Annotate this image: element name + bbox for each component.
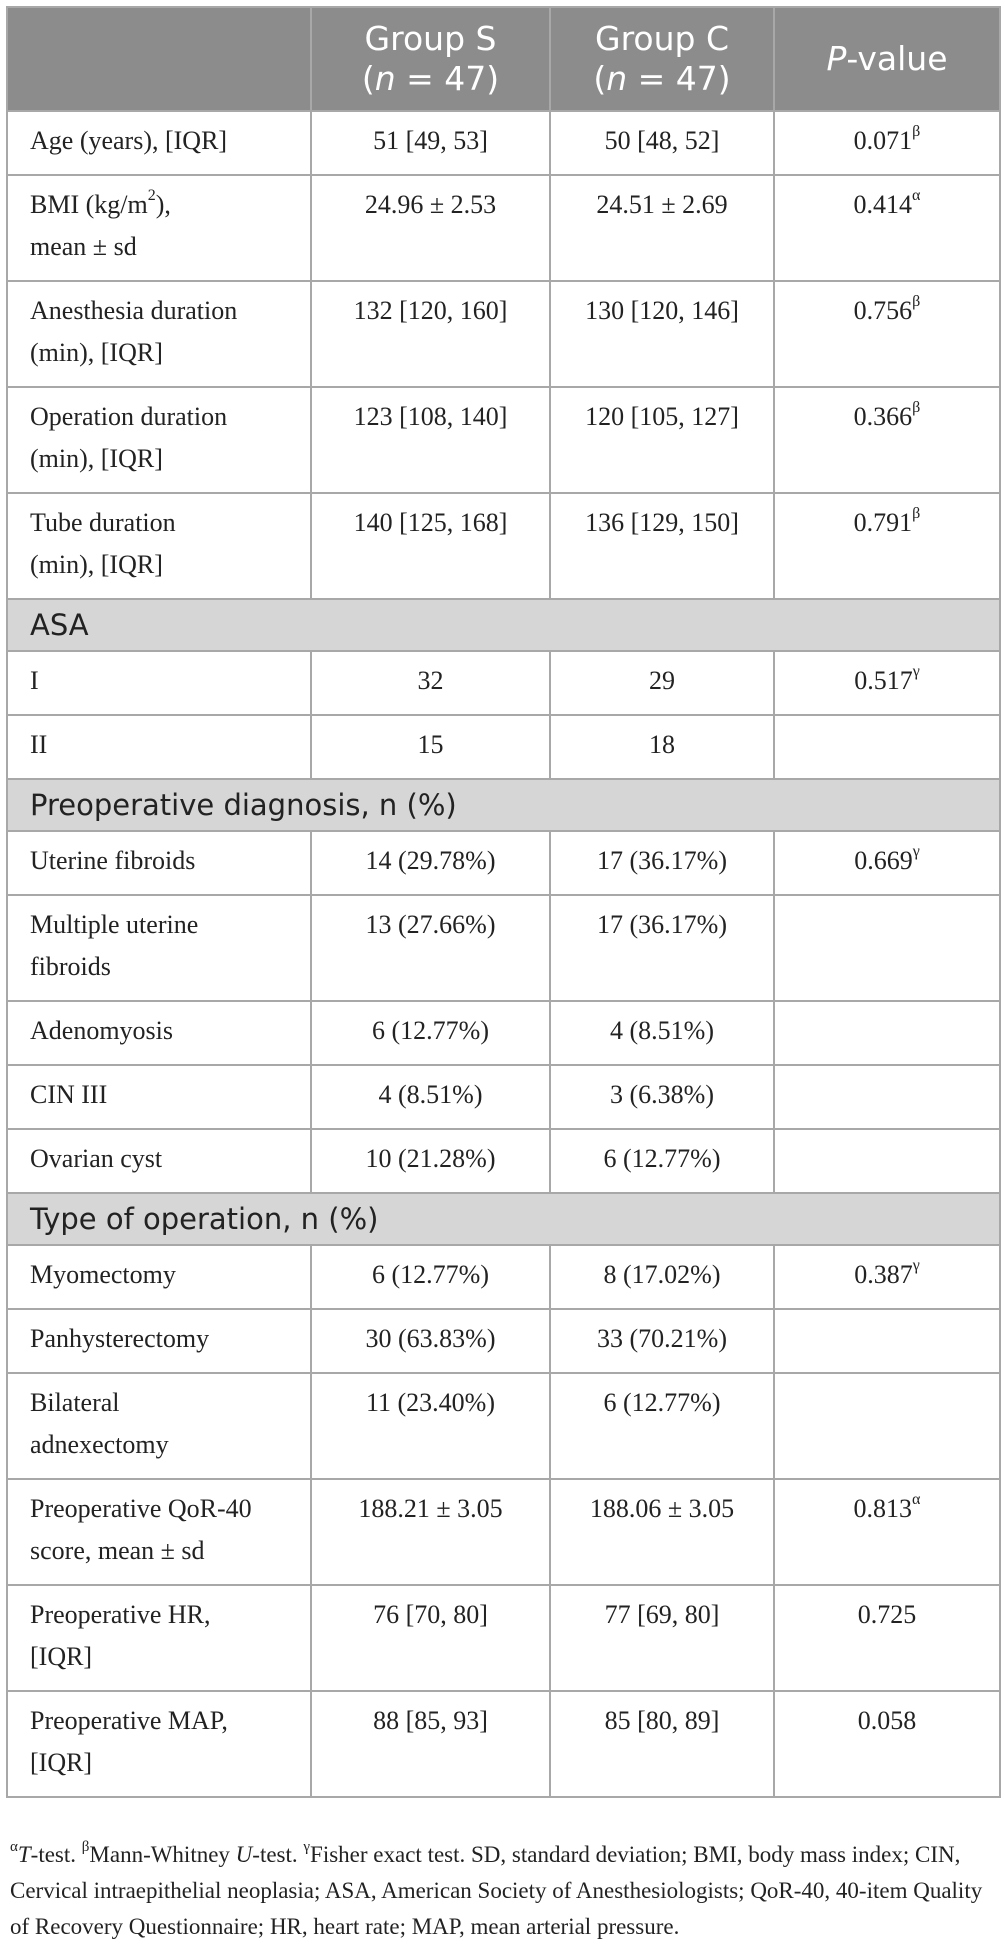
label-text-2: mean ± sd [30,232,137,261]
label-text-2: fibroids [30,952,111,981]
row-label: Adenomyosis [7,1001,311,1065]
p-value [774,387,1000,493]
p-number: 0.366 [853,402,913,431]
label-superscript: 2 [147,187,156,205]
table-row [7,895,1000,1001]
group-c-value: 6 (12.77%) [550,1373,774,1479]
label-text: Age (years), [IQR] [30,126,228,155]
label-text-2: (min), [IQR] [30,550,163,579]
test-marker: β [912,505,921,523]
section-row-asa [7,599,1000,651]
p-number: 0.387 [854,1260,913,1289]
table-row [7,281,1000,387]
footnote-abbreviations: Fisher exact test. SD, standard deviation; BMI, body mass index; CIN, Cervical intraepithelial neoplasia; ASA, American Society of Anesthesiologists; QoR-40, 40-item Quality of Recovery Questionnaire; HR, heart rate; MAP, mean arterial pressure. [10,1842,983,1939]
p-value [774,1479,1000,1585]
row-label [7,895,311,1001]
test-marker: γ [912,663,920,681]
group-s-value: 188.21 ± 3.05 [311,1479,550,1585]
label-text: Preoperative MAP, [30,1706,228,1735]
group-c-n-var: n [606,59,628,98]
group-c-value: 136 [129, 150] [550,493,774,599]
row-label: Uterine fibroids [7,831,311,895]
header-empty-cell [7,7,311,111]
row-label: Myomectomy [7,1245,311,1309]
pvalue-p: P [826,39,847,78]
table-row [7,1245,1000,1309]
group-s-value: 11 (23.40%) [311,1373,550,1479]
label-text-2: adnexectomy [30,1430,169,1459]
table-row [7,1309,1000,1373]
group-c-value: 17 (36.17%) [550,831,774,895]
p-value: 0.725 [774,1585,1000,1691]
label-text: Operation duration [30,402,228,431]
group-s-value: 30 (63.83%) [311,1309,550,1373]
header-pvalue [774,7,1000,111]
table-row [7,1691,1000,1797]
section-title: Type of operation, n (%) [7,1193,1000,1245]
row-label [7,281,311,387]
table-row [7,1129,1000,1193]
header-group-c [550,7,774,111]
p-number: 0.414 [853,190,913,219]
group-c-value: 6 (12.77%) [550,1129,774,1193]
test-marker: β [912,399,921,417]
group-s-value: 140 [125, 168] [311,493,550,599]
row-label: CIN III [7,1065,311,1129]
row-label: Ovarian cyst [7,1129,311,1193]
group-c-value: 120 [105, 127] [550,387,774,493]
group-s-value: 15 [311,715,550,779]
label-text: Tube duration [30,508,176,537]
label-text-2: (min), [IQR] [30,444,163,473]
baseline-table-container [6,6,999,1798]
group-c-value: 77 [69, 80] [550,1585,774,1691]
table-row [7,1585,1000,1691]
group-s-value: 76 [70, 80] [311,1585,550,1691]
section-title: ASA [7,599,1000,651]
p-value [774,175,1000,281]
footnote-utest: -test. [252,1842,304,1867]
section-row-operation [7,1193,1000,1245]
table-row [7,175,1000,281]
group-s-value: 51 [49, 53] [311,111,550,175]
group-s-n-var: n [374,59,396,98]
section-title: Preoperative diagnosis, n (%) [7,779,1000,831]
group-c-value: 17 (36.17%) [550,895,774,1001]
footnote-u: U [235,1842,253,1867]
label-text: Anesthesia duration [30,296,238,325]
p-number: 0.669 [854,846,913,875]
p-value [774,1309,1000,1373]
group-c-value: 50 [48, 52] [550,111,774,175]
table-row [7,387,1000,493]
p-value [774,281,1000,387]
p-value [774,895,1000,1001]
group-s-n-rest: = 47) [395,59,500,98]
p-value: 0.058 [774,1691,1000,1797]
group-c-value: 188.06 ± 3.05 [550,1479,774,1585]
table-row [7,831,1000,895]
footnote-mw: Mann-Whitney [89,1842,236,1867]
table-header [7,7,1000,111]
group-c-value: 24.51 ± 2.69 [550,175,774,281]
p-value [774,493,1000,599]
row-label: II [7,715,311,779]
label-text-2: score, mean ± sd [30,1536,205,1565]
p-number: 0.517 [854,666,913,695]
test-marker: α [912,1491,921,1509]
label-text-2: [IQR] [30,1748,93,1777]
table-row [7,111,1000,175]
p-number: 0.756 [853,296,913,325]
table-row [7,493,1000,599]
table-row [7,651,1000,715]
group-s-value: 6 (12.77%) [311,1001,550,1065]
beta-marker: β [81,1839,90,1856]
baseline-characteristics-table [6,6,1001,1798]
group-c-n-rest: = 47) [627,59,731,98]
group-s-n-open: ( [361,59,375,98]
p-value [774,831,1000,895]
p-number: 0.071 [853,126,913,155]
section-row-diagnosis [7,779,1000,831]
label-text-2: [IQR] [30,1642,93,1671]
group-c-value: 33 (70.21%) [550,1309,774,1373]
label-text: ), [155,190,171,219]
row-label: Panhysterectomy [7,1309,311,1373]
table-row [7,1065,1000,1129]
table-row [7,1001,1000,1065]
label-text: Preoperative QoR-40 [30,1494,252,1523]
p-number: 0.813 [853,1494,913,1523]
group-s-name: Group S [364,19,497,58]
group-s-value: 13 (27.66%) [311,895,550,1001]
footnote-ttest: -test. [30,1842,82,1867]
test-marker: β [912,293,921,311]
label-text-2: (min), [IQR] [30,338,163,367]
group-c-value: 8 (17.02%) [550,1245,774,1309]
group-s-value: 123 [108, 140] [311,387,550,493]
group-s-value: 14 (29.78%) [311,831,550,895]
group-c-value: 29 [550,651,774,715]
group-c-n-open: ( [593,59,607,98]
table-body [7,111,1000,1797]
group-s-value: 10 (21.28%) [311,1129,550,1193]
row-label [7,1479,311,1585]
group-s-value: 4 (8.51%) [311,1065,550,1129]
group-c-value: 18 [550,715,774,779]
p-value [774,111,1000,175]
header-group-s [311,7,550,111]
p-number: 0.791 [853,508,913,537]
pvalue-rest: -value [846,39,948,78]
group-c-value: 3 (6.38%) [550,1065,774,1129]
group-s-value: 6 (12.77%) [311,1245,550,1309]
p-value [774,651,1000,715]
group-c-value: 4 (8.51%) [550,1001,774,1065]
test-marker: γ [912,1257,920,1275]
test-marker: α [912,187,921,205]
label-text: Multiple uterine [30,910,199,939]
p-value [774,715,1000,779]
row-label [7,387,311,493]
p-value [774,1065,1000,1129]
group-s-value: 132 [120, 160] [311,281,550,387]
row-label [7,175,311,281]
row-label [7,493,311,599]
p-value [774,1001,1000,1065]
p-value [774,1129,1000,1193]
group-c-value: 85 [80, 89] [550,1691,774,1797]
label-text: Preoperative HR, [30,1600,211,1629]
group-s-value: 32 [311,651,550,715]
alpha-marker: α [10,1839,18,1856]
table-row [7,715,1000,779]
label-text: Bilateral [30,1388,120,1417]
p-value [774,1373,1000,1479]
table-row [7,1479,1000,1585]
group-s-value: 24.96 ± 2.53 [311,175,550,281]
row-label [7,111,311,175]
table-footnote [10,1837,1000,1945]
row-label [7,1373,311,1479]
row-label [7,1691,311,1797]
gamma-marker: γ [303,1839,311,1856]
row-label: I [7,651,311,715]
group-s-value: 88 [85, 93] [311,1691,550,1797]
footnote-t: T [17,1842,31,1867]
test-marker: β [912,123,921,141]
row-label [7,1585,311,1691]
group-c-name: Group C [595,19,729,58]
label-text: BMI (kg/m [30,190,148,219]
p-value [774,1245,1000,1309]
group-c-value: 130 [120, 146] [550,281,774,387]
table-row [7,1373,1000,1479]
test-marker: γ [912,843,920,861]
